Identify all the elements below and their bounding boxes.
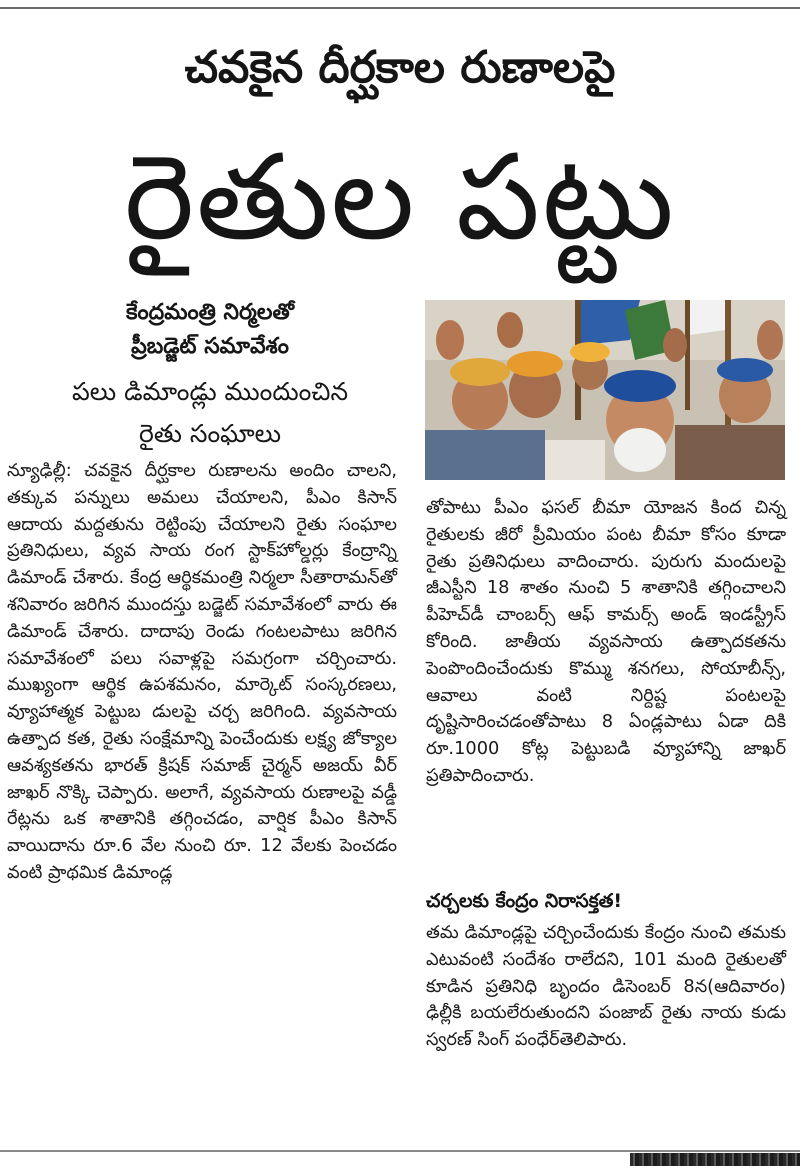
main-headline: రైతుల పట్టు [124,128,676,266]
subheading: చర్చలకు కేంద్రం నిరాసక్తత! [426,890,623,912]
body-text-right-bottom: తమ డిమాండ్లపై చర్చించేందుకు కేంద్రం నుంచి తమకు ఎటువంటి సందేశం రాలేదని, 101 మంది రైతులతో కూడిన ప్రతినిధి బృందం డిసెంబర్ 8న(ఆదివారం) ఢిల్లీకి బయలేరుతుందని పంజాబ్ రైతు నాయ కుడు స్వరణ్ సింగ్ పంధేర్‌తెలిపారు. [426,922,786,1051]
body-text-left: న్యూఢిల్లీ: చవకైన దీర్ఘకాల రుణాలను అందిం చాలని, తక్కువ పన్నులు అమలు చేయాలని, పీఎం కిసాన్ ఆదాయ మద్దతును రెట్టింపు చేయాలని రైతు సంఘాల ప్రతినిధులు, వ్యవ సాయ రంగ స్టాక్‌హోల్డర్లు కేంద్రాన్ని డిమాండ్ చేశారు. కేంద్ర ఆర్థికమంత్రి నిర్మలా సీతారామన్‌తో శనివారం జరిగిన ముందస్తు బడ్జెట్ సమావేశంలో వారు ఈ డిమాండ్ చేశారు. దాదాపు రెండు గంటలపాటు జరిగిన సమావేశంలో పలు సవాళ్లపై సమగ్రంగా చర్చించారు. ముఖ్యంగా ఆర్థిక ఉపశమనం, మార్కెట్ సంస్కరణలు, వ్యూహాత్మక పెట్టుబ డులపై చర్చ జరిగింది. వ్యవసాయ ఉత్పాద కత, రైతు సంక్షేమాన్ని పెంచేందుకు లక్ష్య జోక్యాల ఆవశ్యకతను భారత్ క్రిషక్ సమాజ్ చైర్మన్ అజయ్ వీర్ జాఖర్ నొక్కి చెప్పారు. అలాగే, వ్యవసాయ రుణాలపై వడ్డీ రేట్లను ఒక శాతానికి తగ్గించడం, వార్షిక పీఎం కిసాన్ వాయిదాను రూ.6 వేల నుంచి రూ. 12 వేలకు పెంచడం వంటి ప్రాథమిక డిమాండ్ల [7,460,397,883]
body-column-left [7,458,397,887]
body-text-right-top: తోపాటు పీఎం ఫసల్ బీమా యోజన కింద చిన్న రైతులకు జీరో ప్రీమియం పంట బీమా కోసం కూడా రైతు ప్రతినిధులు వాదించారు. పురుగు మందులపై జీఎస్టీని 18 శాతం నుంచి 5 శాతానికి తగ్గించాలని పీహెచ్‌డీ చాంబర్స్ ఆఫ్ కామర్స్ అండ్ ఇండస్ట్రీస్ కోరింది. జాతీయ వ్యవసాయ ఉత్పాదకతను పెంపొందించేందుకు కొమ్ము శనగలు, సోయాబీన్స్, ఆవాలు వంటి నిర్దిష్ట పంటలపై దృష్టిసారించడంతోపాటు 8 ఏండ్లపాటు ఏడా దికి రూ.1000 కోట్ల పెట్టుబడి వ్యూహాన్ని జాఖర్ ప్రతిపాదించారు. [426,497,786,786]
deck-line-3: పలు డిమాండ్లు ముందుంచిన [71,377,349,406]
farmers-protest-photo [425,300,785,480]
top-rule [0,7,800,9]
deck-line-4: రైతు సంఘాలు [139,419,281,448]
body-column-right-bottom [426,920,786,1054]
deck-line-2: ప్రీబడ్జెట్ సమావేశం [131,334,289,359]
adjacent-photo-edge [630,1153,800,1166]
body-column-right-top [426,495,786,790]
deck-line-1: కేంద్రమంత్రి నిర్మలతో [126,300,294,325]
bottom-rule [0,1150,800,1152]
kicker-headline: చవకైన దీర్ఘకాల రుణాలపై [184,42,616,93]
